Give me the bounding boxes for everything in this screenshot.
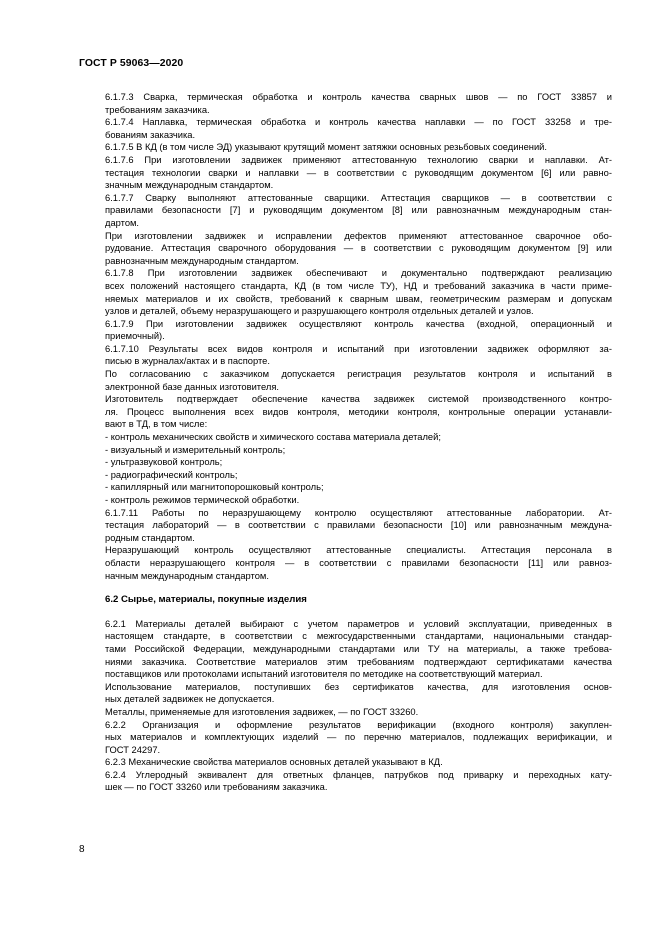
text-line: дартом. (105, 217, 140, 228)
text-line: ля. Процесс выполнения всех видов контроля, методики контроля, контрольные операции устанавли- (105, 406, 612, 417)
text-line: поставщиков или протоколами испытаний изготовителя по методике на соответствующий материал. (105, 669, 543, 680)
text-line: Неразрушающий контроль осуществляют аттестованные специалисты. Аттестация персонала в (105, 545, 612, 556)
list-item: - радиографический контроль; (105, 469, 238, 480)
text-line: При изготовлении задвижек и исправлении дефектов применяют аттестованное сварочное обо- (105, 230, 612, 241)
text-line: значным международным стандартом. (105, 180, 274, 191)
text-line: вают в ТД, в том числе: (105, 419, 208, 430)
text-line: родным стандартом. (105, 532, 195, 543)
list-item: - капиллярный или магнитопорошковый контроль; (105, 482, 324, 493)
list-item: - контроль режимов термической обработки. (105, 495, 300, 505)
list-item: - ультразвуковой контроль; (105, 457, 223, 468)
text-line: 6.1.7.5 В КД (в том числе ЭД) указывают крутящий момент затяжки основных резьбовых соединений. (105, 142, 547, 153)
text-line: требованиям заказчика. (105, 104, 210, 115)
list-item: - визуальный и измерительный контроль; (105, 444, 286, 455)
paragraph-6-1-7-4 (79, 116, 612, 141)
page-number: 8 (79, 844, 85, 855)
text-line: 6.1.7.4 Наплавка, термическая обработка и контроль качества наплавки — по ГОСТ 33258 и тре- (105, 117, 612, 128)
text-line: Использование материалов, поступивших без сертификатов качества, для изготовления основ- (105, 681, 612, 692)
paragraph-6-2-4 (79, 769, 612, 794)
text-line: 6.2.2 Организация и оформление результатов верификации (входного контроля) закуплен- (105, 719, 612, 730)
text-line: 6.1.7.9 При изготовлении задвижек осуществляют контроль качества (входной, операционный и (105, 318, 612, 329)
text-line: тами Российской Федерации, международными стандартами или ТУ на материалы, а также требова- (105, 643, 612, 654)
text-line: ных деталей задвижек не допускается. (105, 694, 275, 705)
text-line: шек — по ГОСТ 33260 или требованиям заказчика. (105, 782, 328, 793)
standard-header: ГОСТ Р 59063—2020 (79, 58, 184, 69)
text-line: 6.1.7.6 При изготовлении задвижек применяют аттестованную технологию сварки и наплавки. Ат- (105, 154, 612, 165)
text-line: 6.2.1 Материалы деталей выбирают с учетом параметров и условий эксплуатации, приведенных в (105, 618, 612, 629)
paragraph-6-1-7-3 (79, 91, 612, 116)
paragraph-6-1-7-11 (79, 507, 612, 545)
text-line: ниями заказчика. Соответствие материалов этим требованиям подтверждают сертификатами качества (105, 656, 612, 667)
text-line: настоящем стандарте, в соответствии с межгосударственными стандартами, национальными стандар- (105, 631, 612, 642)
document-body (79, 91, 612, 794)
paragraph-6-1-7-7 (79, 192, 612, 230)
paragraph-welding-equipment (79, 230, 612, 268)
paragraph-6-1-7-5 (79, 141, 612, 154)
text-line: ГОСТ 24297. (105, 744, 161, 755)
paragraph-manufacturer-quality (79, 393, 612, 431)
text-line: области неразрушающего контроля — в соответствии с правилами безопасности [11] или равноз- (105, 557, 612, 568)
text-line: Металлы, применяемые для изготовления задвижек, — по ГОСТ 33260. (105, 706, 419, 717)
text-line: 6.2.3 Механические свойства материалов основных деталей указывают в КД. (105, 757, 443, 768)
paragraph-6-2-1 (79, 618, 612, 681)
text-line: 6.1.7.3 Сварка, термическая обработка и контроль качества сварных швов — по ГОСТ 33857 и (105, 92, 612, 102)
text-line: 6.1.7.7 Сварку выполняют аттестованные сварщики. Аттестация сварщиков — в соответствии с (105, 192, 612, 203)
text-line: ных материалов и комплектующих изделий — по перечню материалов, подлежащих верификации, и (105, 732, 612, 743)
text-line: правилами безопасности [7] и руководящим документом [8] или равнозначным международным стан- (105, 205, 612, 216)
paragraph-ndt-staff (79, 544, 612, 582)
text-line: По согласованию с заказчиком допускается регистрация результатов контроля и испытаний в (105, 369, 612, 380)
paragraph-no-certificate (79, 681, 612, 706)
text-line: бованиям заказчика. (105, 129, 196, 140)
paragraph-6-2-2 (79, 719, 612, 757)
paragraph-metals (79, 706, 612, 719)
paragraph-6-1-7-10 (79, 343, 612, 368)
list-item: - контроль механических свойств и химического состава материала деталей; (105, 432, 441, 443)
text-line: рудование. Аттестация сварочного оборудования — в соответствии с руководящим документом [9] или (105, 243, 612, 254)
paragraph-6-2-3 (79, 756, 612, 769)
text-line: начным международным стандартом. (105, 570, 269, 581)
text-line: приемочный). (105, 331, 165, 342)
text-line: всех положений настоящего стандарта, КД (в том числе ТУ), НД и требований заказчика в части приме- (105, 280, 612, 291)
paragraph-6-1-7-6 (79, 154, 612, 192)
text-line: электронной базе данных изготовителя. (105, 381, 279, 392)
text-line: 6.1.7.11 Работы по неразрушающему контролю осуществляют аттестованные лаборатории. Ат- (105, 507, 612, 518)
text-line: писью в журналах/актах и в паспорте. (105, 356, 270, 367)
paragraph-6-1-7-9 (79, 318, 612, 343)
text-line: 6.2.4 Углеродный эквивалент для ответных фланцев, патрубков под приварку и переходных кату- (105, 769, 612, 780)
paragraph-6-1-7-8 (79, 267, 612, 317)
text-line: няемых материалов и их свойств, требований к сварным швам, геометрическим размерам и допускам (105, 293, 612, 304)
text-line: узлов и деталей, объему неразрушающего и разрушающего контроля отдельных деталей и узлов. (105, 306, 534, 317)
text-line: тестация технологии сварки и наплавки — в соответствии с руководящим документом [6] или равно- (105, 167, 612, 178)
text-line: 6.1.7.8 При изготовлении задвижек обеспечивают и документально подтверждают реализацию (105, 268, 612, 279)
text-line: Изготовитель подтверждает обеспечение качества задвижек системой производственного контро- (105, 394, 612, 405)
section-heading-6-2: 6.2 Сырье, материалы, покупные изделия (105, 594, 307, 606)
text-line: равнозначным международным стандартом. (105, 255, 299, 266)
paragraph-customer-agreement (79, 368, 612, 393)
text-line: тестация лабораторий — в соответствии с правилами безопасности [10] или равнозначным междуна- (105, 520, 612, 531)
text-line: 6.1.7.10 Результаты всех видов контроля и испытаний при изготовлении задвижек оформляют за- (105, 343, 612, 354)
